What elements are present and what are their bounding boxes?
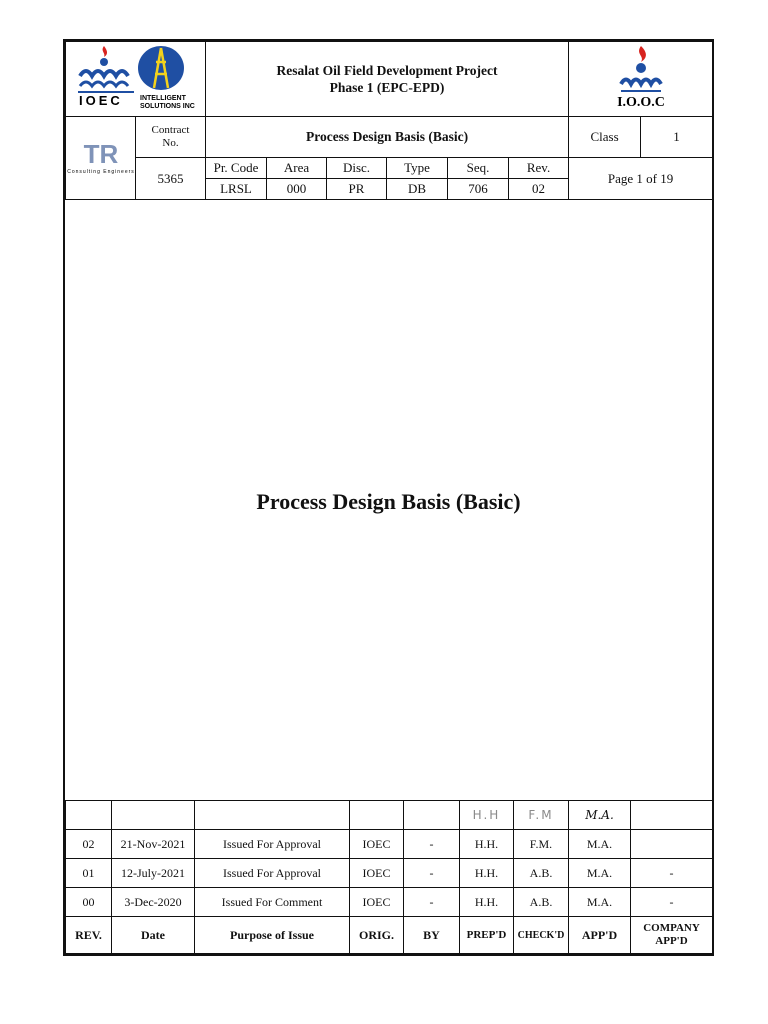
table-row: [66, 888, 713, 917]
code-label-disc: Disc.: [327, 158, 387, 179]
rev-prepared: H.H.: [460, 888, 514, 917]
code-value-disc: PR: [327, 179, 387, 200]
class-value: 1: [641, 117, 713, 158]
signature-cell-orig: [350, 801, 404, 830]
project-title-cell: [206, 42, 569, 117]
class-label: Class: [569, 117, 641, 158]
approved-signature: M.A.: [569, 801, 631, 830]
header-purpose: Purpose of Issue: [195, 917, 350, 954]
code-label-pr-code: Pr. Code: [206, 158, 267, 179]
signature-cell-company: [631, 801, 713, 830]
signature-cell-purpose: [195, 801, 350, 830]
rev-purpose: Issued For Comment: [195, 888, 350, 917]
rev-checked: A.B.: [514, 888, 569, 917]
rev-number: 00: [66, 888, 112, 917]
rev-company-approved: -: [631, 888, 713, 917]
iooc-logo-text: I.O.O.C: [616, 95, 665, 110]
rev-approved: M.A.: [569, 859, 631, 888]
project-title-line1: Resalat Oil Field Development Project: [276, 63, 498, 78]
rev-prepared: H.H.: [460, 859, 514, 888]
header-company-approved: [631, 917, 713, 954]
iooc-logo-icon: [601, 44, 681, 110]
rev-number: 02: [66, 830, 112, 859]
header-date: Date: [112, 917, 195, 954]
code-label-area: Area: [267, 158, 327, 179]
signature-cell-by: [404, 801, 460, 830]
rev-approved: M.A.: [569, 888, 631, 917]
header-prepared: PREP'D: [460, 917, 514, 954]
rev-by: -: [404, 888, 460, 917]
rev-company-approved: [631, 830, 713, 859]
rev-checked: F.M.: [514, 830, 569, 859]
header-company-line2: APP'D: [655, 935, 688, 947]
rev-orig: IOEC: [350, 859, 404, 888]
code-value-seq: 706: [448, 179, 509, 200]
project-title-line2: Phase 1 (EPC-EPD): [329, 80, 445, 95]
contractor-logos: [66, 42, 206, 117]
header-approved: APP'D: [569, 917, 631, 954]
rev-prepared: H.H.: [460, 830, 514, 859]
code-value-area: 000: [267, 179, 327, 200]
header-rev: REV.: [66, 917, 112, 954]
checked-signature: F.M: [514, 801, 569, 830]
rev-purpose: Issued For Approval: [195, 830, 350, 859]
header-checked: CHECK'D: [514, 917, 569, 954]
prepared-signature: H.H: [460, 801, 514, 830]
rev-by: -: [404, 830, 460, 859]
code-value-type: DB: [387, 179, 448, 200]
rev-orig: IOEC: [350, 888, 404, 917]
contract-label: Contract No.: [136, 117, 206, 158]
rev-date: 3-Dec-2020: [112, 888, 195, 917]
code-value-rev: 02: [509, 179, 569, 200]
rev-date: 21-Nov-2021: [112, 830, 195, 859]
code-label-seq: Seq.: [448, 158, 509, 179]
tr-logo-subtitle: Consulting Engineers: [67, 169, 135, 175]
table-row: [66, 859, 713, 888]
main-title: Process Design Basis (Basic): [256, 489, 521, 514]
table-row: [66, 830, 713, 859]
page-number: Page 1 of 19: [569, 158, 713, 200]
rev-checked: A.B.: [514, 859, 569, 888]
isi-logo-line1: INTELLIGENT: [140, 95, 186, 102]
rev-by: -: [404, 859, 460, 888]
tr-logo-cell: [66, 117, 136, 200]
header-by: BY: [404, 917, 460, 954]
code-label-type: Type: [387, 158, 448, 179]
header-company-line1: COMPANY: [643, 922, 700, 934]
iooc-logo-cell: [569, 42, 713, 117]
ioec-logo-text: IOEC: [79, 93, 123, 108]
isi-logo-line2: SOLUTIONS INC: [140, 103, 195, 110]
rev-purpose: Issued For Approval: [195, 859, 350, 888]
rev-number: 01: [66, 859, 112, 888]
code-value-pr-code: LRSL: [206, 179, 267, 200]
document-cover-sheet: [63, 39, 714, 956]
rev-approved: M.A.: [569, 830, 631, 859]
revision-header-row: [66, 917, 713, 954]
header-orig: ORIG.: [350, 917, 404, 954]
signature-cell-date: [112, 801, 195, 830]
header-table: [65, 41, 713, 200]
rev-date: 12-July-2021: [112, 859, 195, 888]
ioec-logo-icon: [66, 42, 206, 112]
rev-orig: IOEC: [350, 830, 404, 859]
rev-company-approved: -: [631, 859, 713, 888]
document-title-cell: Process Design Basis (Basic): [206, 117, 569, 158]
contract-number: 5365: [136, 158, 206, 200]
revision-table: [65, 800, 713, 954]
signature-cell-rev: [66, 801, 112, 830]
code-label-rev: Rev.: [509, 158, 569, 179]
tr-logo-icon: [66, 131, 136, 181]
tr-logo-text: TR: [83, 139, 119, 169]
